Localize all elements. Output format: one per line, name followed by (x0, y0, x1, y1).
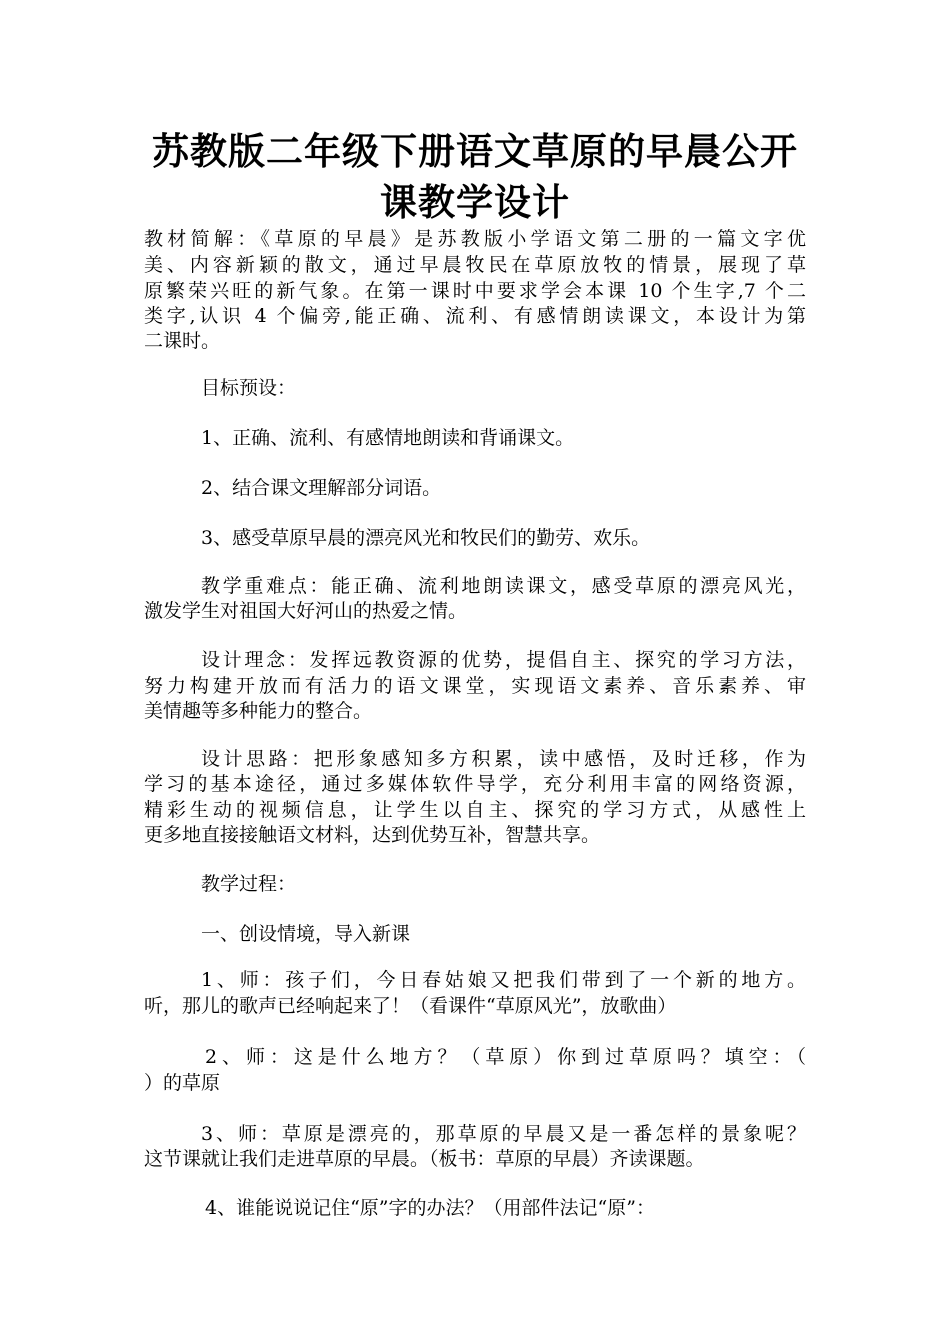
approach-line: 学习的基本途径，通过多媒体软件导学，充分利用丰富的网络资源， (144, 773, 806, 795)
section-heading: 一、创设情境，导入新课 (201, 923, 411, 945)
key-points-line: 教学重难点：能正确、流利地朗读课文，感受草原的漂亮风光， (201, 575, 806, 597)
step-line: 听，那儿的歌声已经响起来了！（看课件“草原风光”，放歌曲） (144, 995, 677, 1017)
document-title-line-2: 课教学设计 (380, 181, 570, 224)
step-line: 1、师：孩子们，今日春姑娘又把我们带到了一个新的地方。 (201, 969, 806, 991)
goals-heading: 目标预设： (201, 377, 297, 399)
approach-line: 设计思路：把形象感知多方积累，读中感悟，及时迁移，作为 (201, 748, 806, 770)
goal-item: 1、正确、流利、有感情地朗读和背诵课文。 (201, 427, 575, 449)
goal-item: 3、感受草原早晨的漂亮风光和牧民们的勤劳、欢乐。 (201, 527, 651, 549)
step-line: 4、谁能说说记住“原”字的办法？（用部件法记“原”： (205, 1197, 655, 1219)
step-line: 2、师：这是什么地方？（草原）你到过草原吗？填空：（ (205, 1046, 806, 1068)
concept-line: 努力构建开放而有活力的语文课堂，实现语文素养、音乐素养、审 (144, 675, 806, 697)
step-line: 这节课就让我们走进草原的早晨。（板书：草原的早晨）齐读课题。 (144, 1148, 705, 1170)
intro-line: 类字,认识 4 个偏旁,能正确、流利、有感情朗读课文，本设计为第 (144, 305, 806, 327)
key-points-line: 激发学生对祖国大好河山的热爱之情。 (144, 600, 468, 622)
approach-line: 精彩生动的视频信息，让学生以自主、探究的学习方式，从感性上 (144, 799, 806, 821)
intro-line: 原繁荣兴旺的新气象。在第一课时中要求学会本课 10 个生字,7 个二 (144, 280, 806, 302)
process-heading: 教学过程： (201, 873, 297, 895)
step-line: ）的草原 (144, 1072, 221, 1094)
step-line: 3、师：草原是漂亮的，那草原的早晨又是一番怎样的景象呢？ (201, 1123, 806, 1145)
goal-item: 2、结合课文理解部分词语。 (201, 477, 442, 499)
intro-line: 二课时。 (144, 330, 221, 352)
intro-line: 教材简解：《草原的早晨》是苏教版小学语文第二册的一篇文字优 (144, 228, 806, 250)
document-title-line-1: 苏教版二年级下册语文草原的早晨公开 (152, 130, 798, 173)
intro-line: 美、内容新颖的散文，通过早晨牧民在草原放牧的情景，展现了草 (144, 254, 806, 276)
concept-line: 设计理念：发挥远教资源的优势，提倡自主、探究的学习方法， (201, 649, 806, 671)
concept-line: 美情趣等多种能力的整合。 (144, 700, 373, 722)
approach-line: 更多地直接接触语文材料，达到优势互补，智慧共享。 (144, 824, 601, 846)
